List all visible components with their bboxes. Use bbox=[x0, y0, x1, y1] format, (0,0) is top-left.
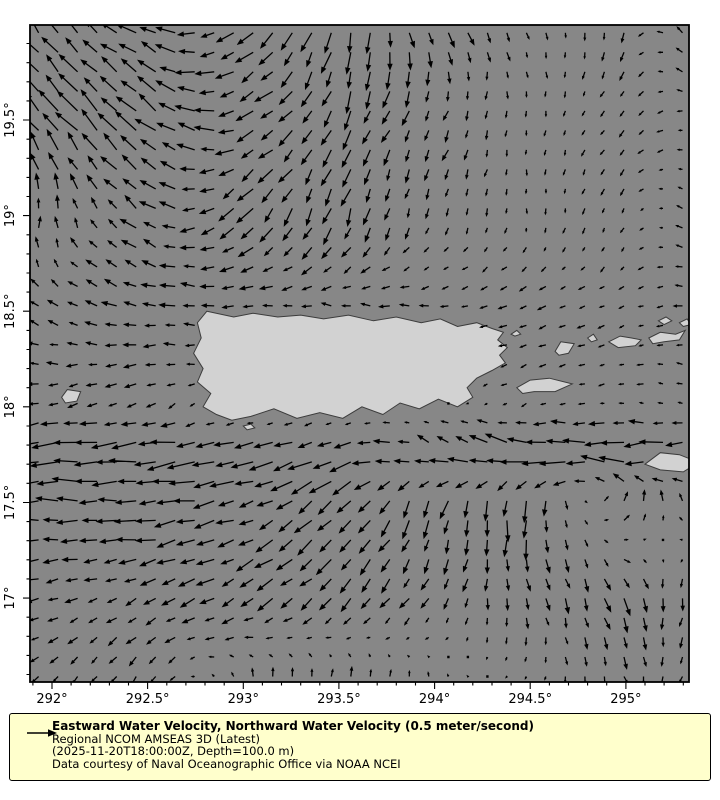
legend-box bbox=[9, 713, 711, 781]
landmass-puerto-rico bbox=[194, 311, 508, 420]
y-tick-label: 18.5° bbox=[3, 293, 18, 329]
legend-credit-line: Data courtesy of Naval Oceanographic Office via NOAA NCEI bbox=[52, 756, 401, 771]
x-tick-label: 293° bbox=[227, 692, 259, 707]
y-tick-label: 18° bbox=[3, 395, 18, 419]
plot-region bbox=[13, 13, 698, 686]
x-tick-label: 295° bbox=[610, 692, 642, 707]
x-tick-label: 292.5° bbox=[125, 692, 170, 707]
y-tick-label: 17° bbox=[3, 586, 18, 610]
y-tick-label: 19° bbox=[3, 204, 18, 228]
x-tick-label: 294.5° bbox=[508, 692, 553, 707]
y-tick-label: 19.5° bbox=[3, 102, 18, 138]
legend-title: Eastward Water Velocity, Northward Water Velocity (0.5 meter/second) bbox=[52, 719, 534, 733]
x-tick-label: 292° bbox=[36, 692, 68, 707]
legend-time-depth-line: (2025-11-20T18:00:00Z, Depth=100.0 m) bbox=[52, 744, 295, 759]
x-tick-label: 294° bbox=[418, 692, 451, 707]
legend-model-line: Regional NCOM AMSEAS 3D (Latest) bbox=[52, 731, 261, 746]
legend-text-block bbox=[52, 720, 704, 770]
x-tick-label: 293.5° bbox=[317, 692, 361, 707]
y-tick-label: 17.5° bbox=[3, 484, 18, 521]
